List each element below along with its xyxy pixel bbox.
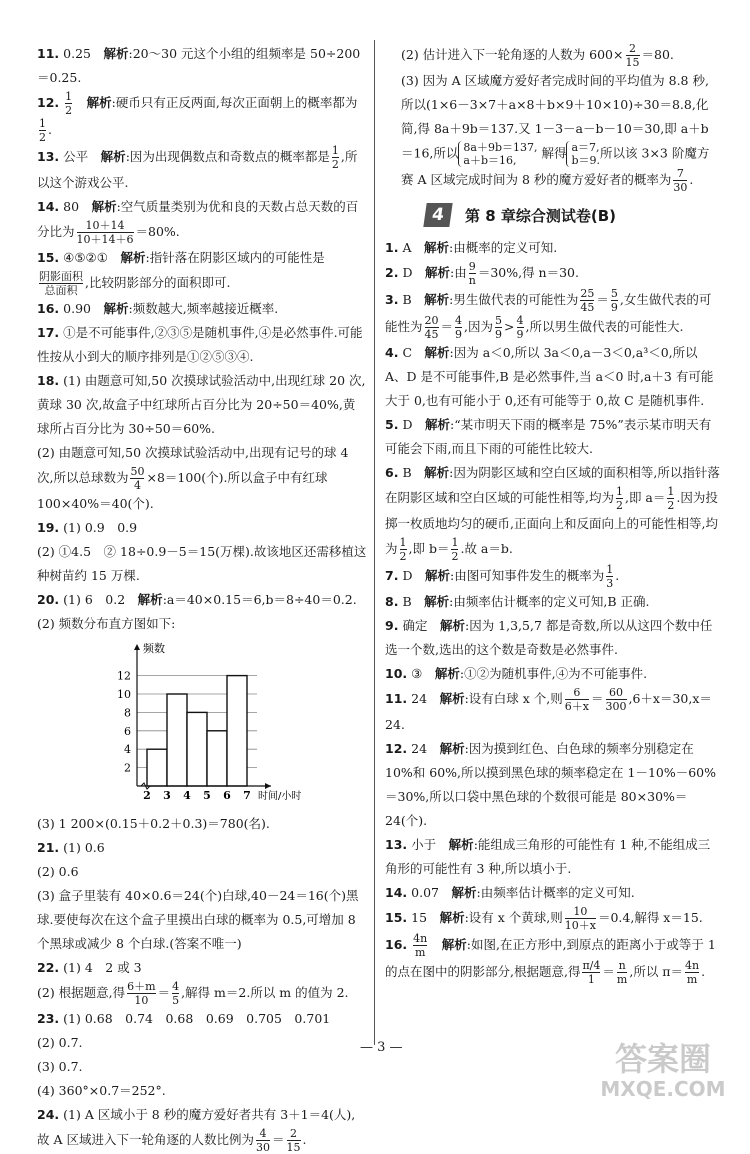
- question-number: 13.: [37, 149, 60, 164]
- answer-18: 18. (1) 由题意可知,50 次摸球试验活动中,出现红球 20 次,黄球 30 次,故盒子中红球所占百分比为 20÷50＝40%,黄球所占百分比为 30÷50＝60%. (2) 由题意可知,50 次摸球试验活动中,出现有记号的球 4 次,所以总球数为 $\frac{50}{4}$ ×8＝100(个).所以盒子中有红球 100×40%＝40(个).: [37, 373, 366, 511]
- fraction: $\frac{2}{15}$: [625, 42, 640, 69]
- analysis-label: 解析: [120, 250, 146, 265]
- x-axis-label: 时间/小时: [258, 791, 302, 802]
- watermark-logo: [588, 1032, 738, 1102]
- section-badge: 4: [423, 203, 452, 227]
- answer-23: 23. (1) 0.68 0.74 0.68 0.69 0.705 0.701 (2) 0.7. (3) 0.7. (4) 360°×0.7＝252°.: [37, 1011, 331, 1098]
- answer-r8: 8. B 解析:由频率估计概率的定义可知,B 正确.: [385, 594, 650, 609]
- y-axis-label: 频数: [143, 642, 165, 655]
- answer-r4: 4. C 解析:因为 a＜0,所以 3a＜0,a－3＜0,a³＜0,所以 A、D 是不可能事件,B 是必然事件,当 a＜0 时,a＋3 有可能大于 0,也有可能小于 0,还有可能等于 0,故 C 是随机事件.: [385, 345, 714, 408]
- histogram-svg: [107, 640, 307, 808]
- analysis-text: ①是不可能事件,②③⑤是随机事件,④是必然事件.可能性按从小到大的顺序排列是①②⑤③④.: [37, 325, 363, 364]
- question-number: 21.: [37, 840, 60, 855]
- x-tick-label: 7: [243, 789, 251, 802]
- histogram-bar: [167, 694, 187, 786]
- answer-21: 21. (1) 0.6 (2) 0.6 (3) 盒子里装有 40×0.6＝24(个)白球,40－24＝16(个)黑球.要使每次在这个盒子里摸出白球的概率为 0.5,可增加 8 个黑球或减少 8 个白球.(答案不唯一): [37, 840, 359, 951]
- analysis-text: 空气质量类别为优和良的天数占总天数的百分比为: [37, 199, 359, 239]
- question-number: 24.: [37, 1107, 60, 1122]
- right-column: [385, 42, 720, 986]
- column-divider: [374, 40, 375, 1045]
- answer-13: 13. 公平 解析:因为出现偶数点和奇数点的概率都是 $\frac{1}{2}$ ,所以这个游戏公平.: [37, 144, 358, 190]
- answer-r12: 12. 24 解析:因为摸到红色、白色球的频率分别稳定在 10%和 60%,所以摸到黑色球的频率稳定在 1－10%－60%＝30%,所以口袋中黑色球的个数很可能是 80×30%＝24(个).: [385, 741, 717, 828]
- answer-20-part3: (3) 1 200×(0.15＋0.2＋0.3)＝780(名).: [37, 816, 270, 831]
- answer-r6: 6. B 解析:因为阴影区域和空白区域的面积相等,所以指针落在阴影区域和空白区域的可能性相等,均为 $\frac{1}{2}$ ,即 a＝ $\frac{1}{2}$ .因为投掷一枚质地均匀的硬币,正面向上和反面向上的可能性相等,均为 $\frac{1}{2}$ ,即 b＝ $\frac{1}{2}$ .故 a＝b.: [385, 465, 720, 563]
- answer-12: 12. $\frac{1}{2}$ 解析:硬币只有正反两面,每次正面朝上的概率都为 $\frac{1}{2}$ .: [37, 90, 358, 144]
- answer-r5: 5. D 解析:“某市明天下雨的概率是 75%”表示某市明天有可能会下雨,而且下雨的可能性比较大.: [385, 417, 712, 456]
- answer-11: 11. 0.25 解析:20～30 元这个小组的组频率是 50÷200＝0.25.: [37, 46, 361, 85]
- answer-r15: 15. 15 解析:设有 x 个黄球,则 $\frac{10}{10+x}$ ＝0.4,解得 x＝15.: [385, 905, 703, 932]
- fraction: $\frac{7}{30}$: [673, 167, 688, 194]
- y-tick-label: 12: [117, 669, 131, 683]
- question-number: 22.: [37, 960, 60, 975]
- answer-24: 24. (1) A 区域小于 8 秒的魔方爱好者共有 3＋1＝4(人),故 A 区域进入下一轮角逐的人数比例为 $\frac{4}{30}$ ＝ $\frac{2}{15}$ .: [37, 1107, 356, 1154]
- answer-value: 公平: [63, 149, 89, 164]
- question-number: 18.: [37, 373, 60, 388]
- answer-r1: 1. A 解析:由概率的定义可知.: [385, 240, 558, 255]
- answer-24-part3: (3) 因为 A 区域魔方爱好者完成时间的平均值为 8.8 秒,所以(1×6－3×7＋a×8＋b×9＋10×10)÷30＝8.8,化简,得 8a＋9b＝137.又 1－3－a－b－10＝30,即 a＋b＝16,所以 8a＋9b＝137, a＋b＝16, 解得 a＝7, b＝9.所以该 3×3 阶魔方赛 A 区域完成时间为 8 秒的魔方爱好者的概率为 $\frac{7}{30}$ .: [401, 73, 710, 194]
- question-number: 23.: [37, 1011, 60, 1026]
- fraction: $\frac{10+14}{10+14+6}$: [76, 219, 134, 246]
- answer-r14: 14. 0.07 解析:由频率估计概率的定义可知.: [385, 885, 635, 900]
- answer-value: 0.25: [63, 46, 91, 61]
- section-title: 第 8 章综合测试卷(B): [465, 207, 617, 225]
- fraction: $\frac{6+m}{10}$: [127, 980, 156, 1007]
- fraction: $\frac{1}{2}$: [65, 90, 73, 117]
- question-number: 15.: [37, 250, 60, 265]
- histogram-bar: [147, 749, 167, 786]
- answer-14: 14. 80 解析:空气质量类别为优和良的天数占总天数的百分比为 $\frac{10+14}{10+14+6}$ ＝80%.: [37, 199, 359, 246]
- analysis-text: 因为出现偶数点和奇数点的概率都是: [129, 149, 330, 164]
- answer-value: ④⑤②①: [63, 250, 108, 265]
- y-tick-label: 8: [124, 706, 131, 720]
- analysis-label: 解析: [91, 199, 117, 214]
- question-number: 16.: [37, 301, 60, 316]
- answer-r10: 10. ③ 解析:①②为随机事件,④为不可能事件.: [385, 666, 648, 681]
- answer-15: 15. ④⑤②① 解析:指针落在阴影区域内的可能性是 $\frac{\text{阴影面积}}{\text{总面积}}$ ,比较阴影部分的面积即可.: [37, 250, 325, 297]
- page-number: — 3 —: [360, 1040, 403, 1055]
- analysis-label: 解析: [100, 149, 126, 164]
- answer-20: 20. (1) 6 0.2 解析:a＝40×0.15＝6,b＝8÷40＝0.2. (2) 频数分布直方图如下:: [37, 592, 357, 631]
- answer-19: 19. (1) 0.9 0.9 (2) ①4.5 ② 18÷0.9－5＝15(万棵).故该地区还需移植这种树苗约 15 万棵.: [37, 520, 367, 583]
- fraction: $\frac{50}{4}$: [130, 465, 145, 492]
- answer-r13: 13. 小于 解析:能组成三角形的可能性有 1 种,不能组成三角形的可能性有 3 种,所以填小于.: [385, 837, 711, 876]
- left-column: [37, 42, 367, 1154]
- histogram-bar: [207, 731, 227, 786]
- y-tick-label: 4: [124, 743, 131, 757]
- analysis-text: 频数越大,频率越接近概率.: [132, 301, 279, 316]
- x-tick-label: 2: [143, 789, 151, 802]
- analysis-text: 硬币只有正反两面,每次正面朝上的概率都为: [115, 95, 358, 110]
- analysis-text: 指针落在阴影区域内的可能性是: [149, 250, 325, 265]
- watermark-cn: 答案圈: [614, 1040, 712, 1078]
- answer-24-part2: (2) 估计进入下一轮角逐的人数为 600× $\frac{2}{15}$ ＝80.: [401, 42, 674, 69]
- answer-value: 0.90: [63, 301, 91, 316]
- histogram-bar: [187, 712, 207, 786]
- x-tick-label: 3: [163, 789, 171, 802]
- watermark-en: MXQE.COM: [600, 1077, 726, 1101]
- y-tick-label: 10: [117, 688, 131, 701]
- equation-system: a＝7, b＝9.: [566, 141, 600, 167]
- analysis-text: 20～30 元这个小组的组频率是 50÷200＝0.25.: [37, 46, 361, 85]
- answer-r11: 11. 24 解析:设有白球 x 个,则 $\frac{6}{6+x}$ ＝ $\frac{60}{300}$ ,6＋x＝30,x＝24.: [385, 686, 712, 732]
- question-number: 19.: [37, 520, 60, 535]
- y-axis-arrow: [134, 644, 140, 650]
- analysis-label: 解析: [137, 592, 163, 607]
- answer-r3: 3. B 解析:男生做代表的可能性为 $\frac{25}{45}$ ＝ $\frac{5}{9}$ ,女生做代表的可能性为 $\frac{20}{45}$ ＝ $\frac{4}{9}$ ,因为 $\frac{5}{9}$ > $\frac{4}{9}$ ,所以男生做代表的可能性大.: [385, 287, 712, 341]
- answer-r7: 7. D 解析:由图可知事件发生的概率为 $\frac{1}{3}$ .: [385, 563, 620, 590]
- analysis-label: 解析: [103, 46, 129, 61]
- answer-value: 80: [63, 199, 80, 214]
- fraction: $\frac{1}{2}$: [39, 117, 46, 144]
- answer-17: [37, 321, 367, 369]
- analysis-label: 解析: [86, 95, 112, 110]
- y-tick-label: 6: [124, 724, 131, 738]
- section-header: [385, 200, 720, 230]
- question-number: 12.: [37, 95, 60, 110]
- fraction: $\frac{4}{5}$: [172, 980, 180, 1007]
- fraction: $\frac{4}{30}$: [255, 1127, 270, 1154]
- answer-r9: 9. 确定 解析:因为 1,3,5,7 都是奇数,所以从这四个数中任选一个数,选出的这个数是奇数是必然事件.: [385, 618, 713, 657]
- x-tick-label: 6: [223, 789, 231, 802]
- x-tick-label: 5: [203, 789, 211, 802]
- frequency-histogram: [107, 640, 307, 808]
- x-tick-label: 4: [183, 789, 191, 802]
- question-number: 17.: [37, 325, 60, 340]
- question-number: 11.: [37, 46, 60, 61]
- answer-22: 22. (1) 4 2 或 3 (2) 根据题意,得 $\frac{6+m}{10}$ ＝ $\frac{4}{5}$ ,解得 m＝2.所以 m 的值为 2.: [37, 960, 349, 1007]
- x-axis-arrow: [265, 783, 271, 789]
- histogram-bar: [227, 676, 247, 786]
- y-tick-label: 2: [124, 761, 131, 775]
- equation-system: 8a＋9b＝137, a＋b＝16,: [458, 141, 537, 167]
- answer-16: 16. 0.90 解析:频数越大,频率越接近概率.: [37, 301, 279, 316]
- fraction: $\frac{\text{阴影面积}}{\text{总面积}}$: [39, 270, 83, 297]
- fraction: $\frac{1}{2}$: [331, 144, 339, 171]
- question-number: 20.: [37, 592, 60, 607]
- fraction: $\frac{2}{15}$: [286, 1127, 301, 1154]
- answer-r16: 16. $\frac{4n}{m}$ 解析:如图,在正方形中,到原点的距离小于或等于 1 的点在图中的阴影部分,根据题意,得 $\frac{\pi/4}{1}$ ＝ $\frac{n}{m}$ ,所以 π＝ $\frac{4n}{m}$ .: [385, 932, 716, 986]
- analysis-label: 解析: [103, 301, 129, 316]
- question-number: 14.: [37, 199, 60, 214]
- answer-r2: 2. D 解析:由 $\frac{9}{n}$ ＝30%,得 n＝30.: [385, 260, 579, 287]
